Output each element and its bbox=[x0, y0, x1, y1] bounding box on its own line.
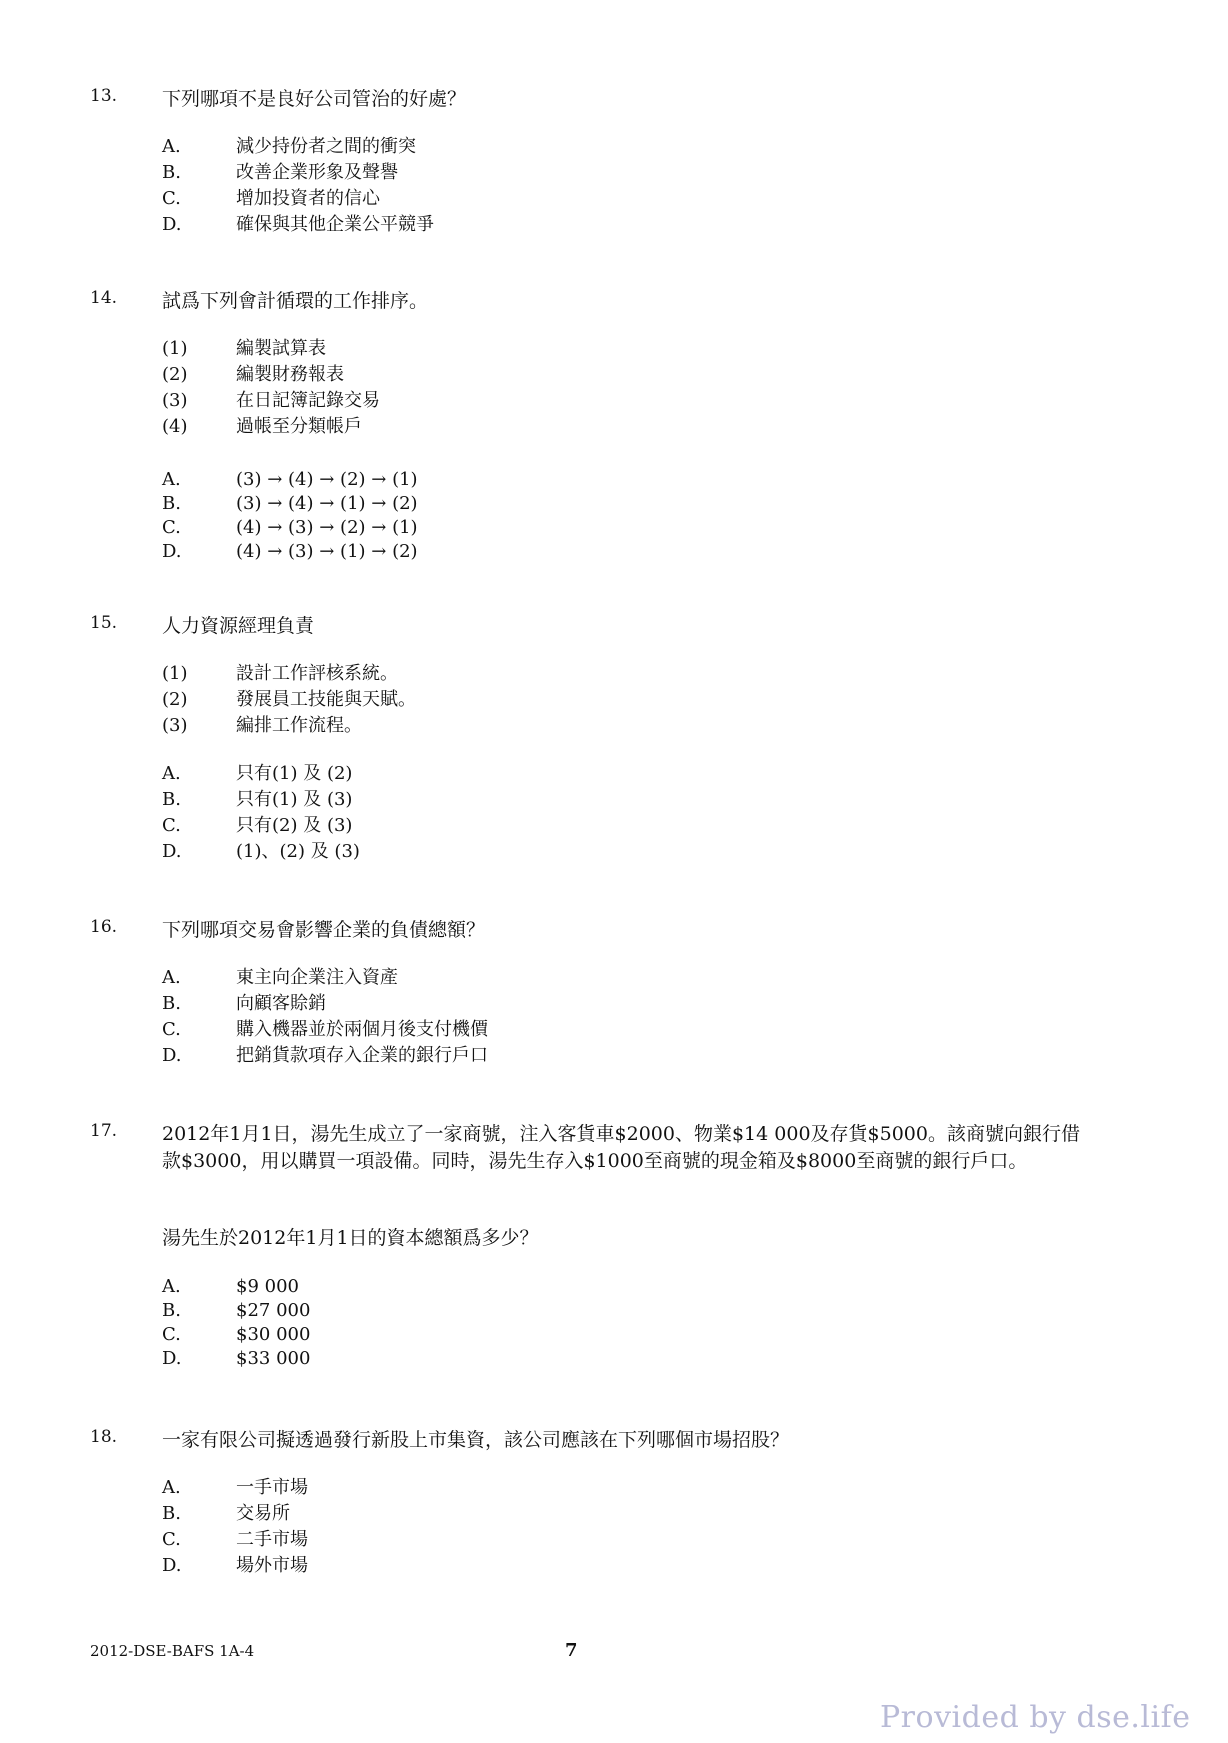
question-text: 一家有限公司擬透過發行新股上市集資，該公司應該在下列哪個市場招股？ bbox=[162, 1429, 790, 1451]
item-3: (3) 編排工作流程。 bbox=[162, 715, 362, 736]
option-a: A. 只有(1) 及 (2) bbox=[162, 763, 353, 784]
option-b: B. 只有(1) 及 (3) bbox=[162, 789, 353, 810]
option-d: D. 確保與其他企業公平競爭 bbox=[162, 214, 434, 235]
option-d: D. $33 000 bbox=[162, 1348, 311, 1369]
question-number: 18. bbox=[90, 1427, 118, 1447]
option-list bbox=[162, 134, 434, 238]
option-list bbox=[162, 1275, 310, 1371]
item-list bbox=[162, 336, 380, 440]
option-a: A. (3) → (4) → (2) → (1) bbox=[162, 469, 418, 490]
option-b: B. (3) → (4) → (1) → (2) bbox=[162, 493, 418, 514]
question-number: 13. bbox=[90, 86, 118, 106]
option-b: B. 交易所 bbox=[162, 1503, 290, 1524]
option-d: D. 把銷貨款項存入企業的銀行戶口 bbox=[162, 1045, 488, 1066]
question-number: 17. bbox=[90, 1121, 118, 1141]
option-a: A. 減少持份者之間的衝突 bbox=[162, 136, 416, 157]
option-c: C. 只有(2) 及 (3) bbox=[162, 815, 353, 836]
item-3: (3) 在日記簿記錄交易 bbox=[162, 390, 380, 411]
option-list bbox=[162, 1475, 308, 1579]
option-list bbox=[162, 761, 360, 865]
option-list bbox=[162, 965, 488, 1069]
option-c: C. 二手市場 bbox=[162, 1529, 308, 1550]
question-number: 14. bbox=[90, 288, 118, 308]
option-d: D. 場外市場 bbox=[162, 1555, 308, 1576]
question-number: 15. bbox=[90, 613, 118, 633]
option-a: A. $9 000 bbox=[162, 1276, 299, 1297]
option-c: C. 增加投資者的信心 bbox=[162, 188, 380, 209]
question-text: 2012年1月1日，湯先生成立了一家商號，注入客貨車$2000、物業$14 000及存貨$5000。該商號向銀行借款$3000，用以購買一項設備。同時，湯先生存入$1000至商號的現金箱及$8000至商號的銀行戶口。 bbox=[162, 1123, 1080, 1172]
question-text: 試爲下列會計循環的工作排序。 bbox=[162, 290, 429, 312]
option-b: B. 向顧客賒銷 bbox=[162, 993, 326, 1014]
option-c: C. 購入機器並於兩個月後支付機價 bbox=[162, 1019, 488, 1040]
option-b: B. $27 000 bbox=[162, 1300, 311, 1321]
question-text: 人力資源經理負責 bbox=[162, 615, 315, 637]
exam-code: 2012-DSE-BAFS 1A-4 bbox=[90, 1642, 255, 1660]
question-subtext: 湯先生於2012年1月1日的資本總額爲多少？ bbox=[162, 1227, 539, 1249]
item-2: (2) 發展員工技能與天賦。 bbox=[162, 689, 416, 710]
item-list bbox=[162, 661, 416, 739]
item-1: (1) 設計工作評核系統。 bbox=[162, 663, 398, 684]
item-2: (2) 編製財務報表 bbox=[162, 364, 344, 385]
item-4: (4) 過帳至分類帳戶 bbox=[162, 416, 362, 437]
option-d: D. (4) → (3) → (1) → (2) bbox=[162, 541, 418, 562]
option-a: A. 一手市場 bbox=[162, 1477, 308, 1498]
option-d: D. (1)、(2) 及 (3) bbox=[162, 841, 360, 862]
question-text: 下列哪項不是良好公司管治的好處？ bbox=[162, 88, 467, 110]
question-text: 下列哪項交易會影響企業的負債總額？ bbox=[162, 919, 486, 941]
page-number: 7 bbox=[565, 1640, 578, 1661]
option-list bbox=[162, 468, 418, 564]
option-c: C. (4) → (3) → (2) → (1) bbox=[162, 517, 418, 538]
item-1: (1) 編製試算表 bbox=[162, 338, 326, 359]
option-b: B. 改善企業形象及聲譽 bbox=[162, 162, 398, 183]
option-c: C. $30 000 bbox=[162, 1324, 311, 1345]
option-a: A. 東主向企業注入資產 bbox=[162, 967, 398, 988]
question-number: 16. bbox=[90, 917, 118, 937]
provider-credit: Provided by dse.life bbox=[880, 1700, 1191, 1735]
